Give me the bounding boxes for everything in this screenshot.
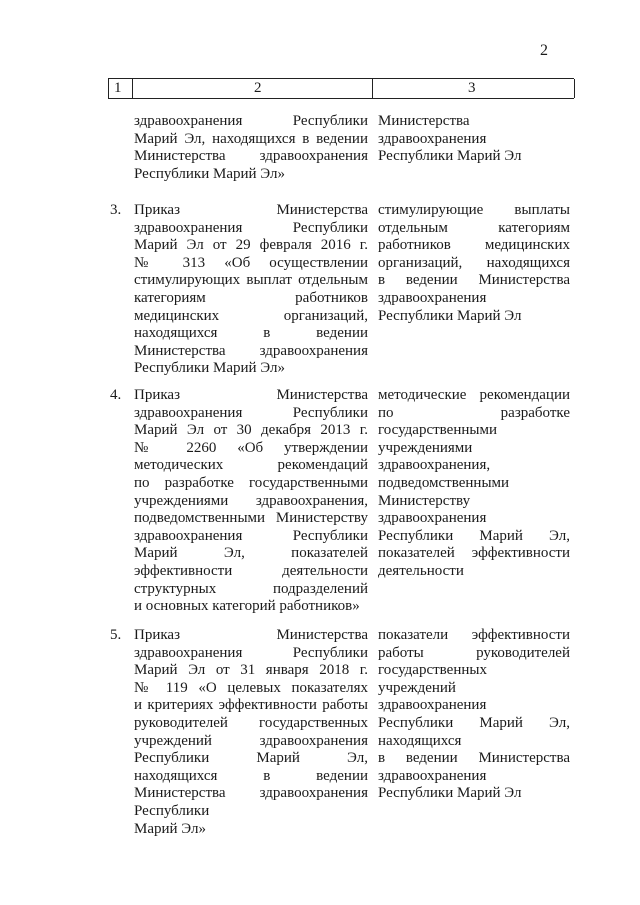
cell-line: Республики Марий Эл xyxy=(378,148,522,165)
cell-line: Республики Марий Эл, xyxy=(134,750,368,767)
row-description xyxy=(378,627,570,803)
cell-line: Республики Марий Эл» xyxy=(134,360,285,377)
cell-line: методические рекомендации xyxy=(378,387,570,403)
cell-line: находящихся в ведении xyxy=(134,767,368,784)
row-document xyxy=(134,113,368,183)
cell-line: здравоохранения Республики xyxy=(134,404,368,421)
cell-line: и основных категорий работников» xyxy=(134,598,360,615)
cell-line: здравоохранения Республики xyxy=(134,644,368,661)
cell-line: по разработке xyxy=(378,404,570,421)
cell-line: по разработке государственными xyxy=(134,474,368,491)
cell-line: Приказ Министерства xyxy=(134,202,368,218)
cell-line: Министерства здравоохранения xyxy=(134,785,368,802)
cell-line: № 313 «Об осуществлении xyxy=(134,254,368,271)
cell-line: Марий Эл» xyxy=(134,820,206,837)
cell-line: в ведении Министерства xyxy=(378,272,570,289)
cell-line: здравоохранения, xyxy=(378,457,491,474)
cell-line: и критериях эффективности работы xyxy=(134,697,368,714)
cell-line: Приказ Министерства xyxy=(134,387,368,403)
cell-line: Министерства здравоохранения xyxy=(134,342,368,359)
cell-line: здравоохранения Республики xyxy=(134,113,368,129)
cell-line: руководителей государственных xyxy=(134,714,368,731)
cell-line: учреждений xyxy=(378,679,456,696)
row-number: 5. xyxy=(110,627,122,643)
page-number: 2 xyxy=(540,42,548,59)
cell-line: находящихся в ведении xyxy=(134,325,368,342)
cell-line: учреждениями здравоохранения, xyxy=(134,492,368,509)
cell-line: структурных подразделений xyxy=(134,580,368,597)
cell-line: работы руководителей xyxy=(378,644,570,661)
cell-line: Республики Марий Эл» xyxy=(134,165,285,182)
cell-line: организаций, находящихся xyxy=(378,254,570,271)
cell-line: подведомственными Министерству xyxy=(134,510,368,527)
cell-line: Марий Эл от 30 декабря 2013 г. xyxy=(134,422,368,439)
row-number: 4. xyxy=(110,387,122,403)
cell-line: Республики Марий Эл, xyxy=(378,527,570,544)
cell-line: Марий Эл от 31 января 2018 г. xyxy=(134,662,368,679)
cell-line: Марий Эл, показателей xyxy=(134,545,368,562)
cell-line: Республики xyxy=(134,802,210,819)
cell-line: Марий Эл, находящихся в ведении xyxy=(134,130,368,147)
cell-line: Приказ Министерства xyxy=(134,627,368,643)
cell-line: показатели эффективности xyxy=(378,627,570,643)
cell-line: подведомственными xyxy=(378,474,510,491)
row-description xyxy=(378,113,570,166)
cell-line: здравоохранения xyxy=(378,289,487,306)
cell-line: работников медицинских xyxy=(378,237,570,254)
cell-line: стимулирующие выплаты xyxy=(378,202,570,218)
cell-line: медицинских организаций, xyxy=(134,307,368,324)
cell-line: № 2260 «Об утверждении xyxy=(134,439,368,456)
cell-line: Марий Эл от 29 февраля 2016 г. xyxy=(134,237,368,254)
table-border-left xyxy=(108,79,109,98)
cell-line: учреждений здравоохранения xyxy=(134,732,368,749)
cell-line: Министерства здравоохранения xyxy=(134,148,368,165)
cell-line: Республики Марий Эл xyxy=(378,785,522,802)
cell-line: здравоохранения xyxy=(378,697,487,714)
header-col1: 1 xyxy=(114,80,122,96)
cell-line: № 119 «О целевых показателях xyxy=(134,679,368,696)
header-col3: 3 xyxy=(468,80,476,96)
row-description xyxy=(378,387,570,581)
table-border-right xyxy=(574,79,575,98)
row-document xyxy=(134,627,368,838)
cell-line: показателей эффективности xyxy=(378,545,570,562)
row-number: 3. xyxy=(110,202,122,218)
cell-line: Республики Марий Эл xyxy=(378,307,522,324)
row-document xyxy=(134,202,368,378)
cell-line: государственных xyxy=(378,662,487,679)
cell-line: учреждениями xyxy=(378,439,473,456)
cell-line: здравоохранения xyxy=(378,767,487,784)
header-col2: 2 xyxy=(254,80,262,96)
cell-line: категориям работников xyxy=(134,289,368,306)
cell-line: Республики Марий Эл, xyxy=(378,714,570,731)
row-description xyxy=(378,202,570,325)
cell-line: здравоохранения xyxy=(378,130,487,147)
cell-line: стимулирующих выплат отдельным xyxy=(134,272,368,289)
cell-line: здравоохранения xyxy=(378,510,487,527)
table-divider-1 xyxy=(132,79,133,98)
cell-line: находящихся xyxy=(378,732,462,749)
cell-line: эффективности деятельности xyxy=(134,562,368,579)
row-document xyxy=(134,387,368,616)
cell-line: в ведении Министерства xyxy=(378,750,570,767)
cell-line: Министерства xyxy=(378,113,470,129)
cell-line: государственными xyxy=(378,422,497,439)
cell-line: здравоохранения Республики xyxy=(134,219,368,236)
cell-line: деятельности xyxy=(378,562,464,579)
cell-line: методических рекомендаций xyxy=(134,457,368,474)
cell-line: отдельным категориям xyxy=(378,219,570,236)
cell-line: здравоохранения Республики xyxy=(134,527,368,544)
table-divider-2 xyxy=(372,79,373,98)
cell-line: Министерству xyxy=(378,492,471,509)
table-header xyxy=(108,78,574,99)
